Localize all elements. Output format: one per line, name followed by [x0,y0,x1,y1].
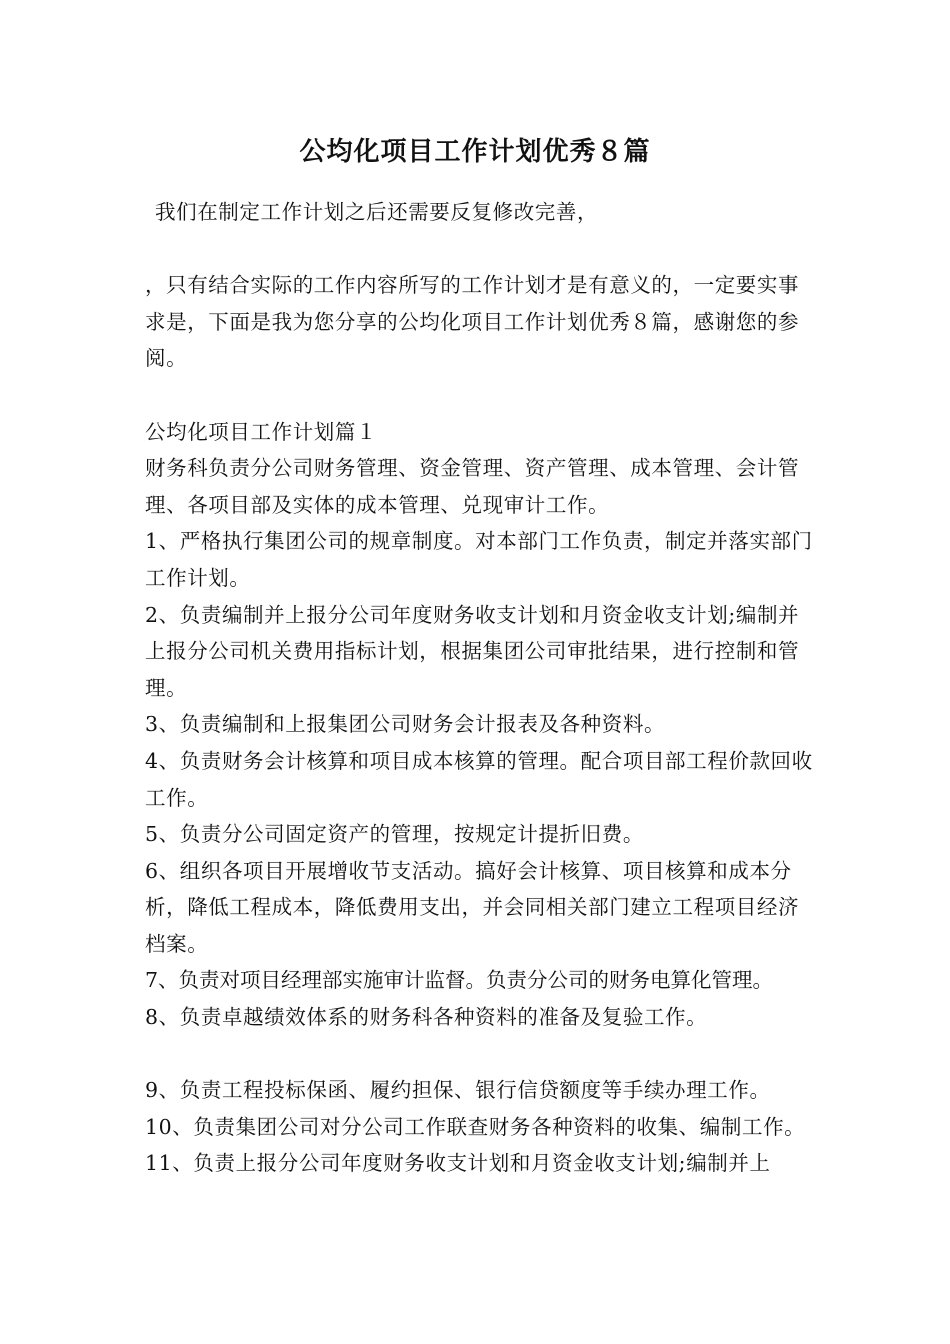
section-heading: 公均化项目工作计划篇１ [145,419,378,444]
list-item: 1、严格执行集团公司的规章制度。对本部门工作负责，制定并落实部门工作计划。 [145,529,813,590]
list-item: 2、负责编制并上报分公司年度财务收支计划和月资金收支计划;编制并上报分公司机关费用指标计划，根据集团公司审批结果，进行控制和管理。 [145,602,800,700]
list-item: 10、负责集团公司对分公司工作联查财务各种资料的收集、编制工作。 [145,1114,806,1139]
blank-line [145,377,817,414]
document-body [145,194,817,1182]
list-item: 6、组织各项目开展增收节支活动。搞好会计核算、项目核算和成本分析，降低工程成本，降低费用支出，并会同相关部门建立工程项目经济档案。 [145,858,800,956]
list-item: 7、负责对项目经理部实施审计监督。负责分公司的财务电算化管理。 [145,968,774,993]
body-paragraph: 财务科负责分公司财务管理、资金管理、资产管理、成本管理、会计管理、各项目部及实体的成本管理、兑现审计工作。 [145,456,800,517]
list-item: 8、负责卓越绩效体系的财务科各种资料的准备及复验工作。 [145,1005,708,1030]
list-item: 5、负责分公司固定资产的管理，按规定计提折旧费。 [145,822,644,847]
list-item: 4、负责财务会计核算和项目成本核算的管理。配合项目部工程价款回收工作。 [145,748,813,810]
list-item: 11、负责上报分公司年度财务收支计划和月资金收支计划;编制并上 [145,1151,771,1176]
list-item: 3、负责编制和上报集团公司财务会计报表及各种资料。 [145,712,666,737]
intro-paragraph-1: 我们在制定工作计划之后还需要反复修改完善， [155,200,599,224]
document-title: 公均化项目工作计划优秀８篇 [299,137,651,167]
intro-paragraph-2: ，只有结合实际的工作内容所写的工作计划才是有意义的，一定要实事求是，下面是我为您分享的公均化项目工作计划优秀８篇，感谢您的参阅。 [145,273,800,371]
list-item: 9、负责工程投标保函、履约担保、银行信贷额度等手续办理工作。 [145,1078,771,1103]
blank-line [145,231,817,268]
